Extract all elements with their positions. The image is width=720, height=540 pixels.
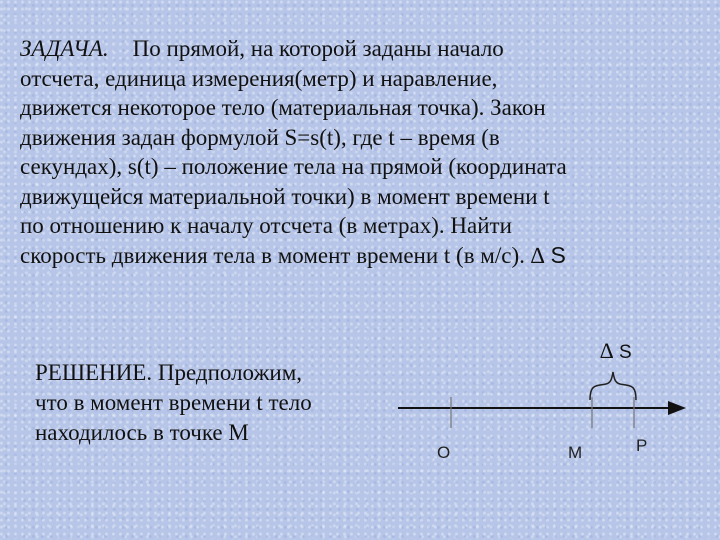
problem-line-2: отсчета, единица измерения(метр) и наравление, xyxy=(20,65,498,91)
problem-line-6: движущейся материальной точки) в момент времени t xyxy=(20,183,550,209)
solution-line-2: что в момент времени t тело xyxy=(35,390,312,415)
point-m-label: M xyxy=(568,443,583,462)
problem-delta-symbol: ∆ xyxy=(530,242,545,268)
problem-line-8: скорость движения тела в момент времени t (в м/с). xyxy=(20,242,525,268)
problem-line-4: движения задан формулой S=s(t), где t – время (в xyxy=(20,124,500,150)
point-o-label: O xyxy=(437,443,451,462)
problem-line-3: движется некоторое тело (материальная точка). Закон xyxy=(20,95,546,120)
problem-label: ЗАДАЧА. xyxy=(20,36,109,61)
diagram-delta-symbol: ∆ xyxy=(600,338,614,363)
solution-line-1: РЕШЕНИЕ. Предположим, xyxy=(35,360,302,385)
problem-line-5: секундах), s(t) – положение тела на прямой (координата xyxy=(20,154,567,179)
problem-line-1: По прямой, на которой заданы начало xyxy=(132,36,504,61)
problem-line-7: по отношению к началу отсчета (в метрах). Найти xyxy=(20,213,512,238)
delta-s-label xyxy=(600,338,632,364)
solution-line-3: находилось в точке М xyxy=(35,420,249,445)
delta-s-brace xyxy=(590,372,636,400)
diagram-s-symbol: S xyxy=(618,342,632,363)
arrow-head xyxy=(668,401,686,415)
point-p-label: P xyxy=(636,436,648,455)
problem-s-symbol: S xyxy=(550,241,566,268)
